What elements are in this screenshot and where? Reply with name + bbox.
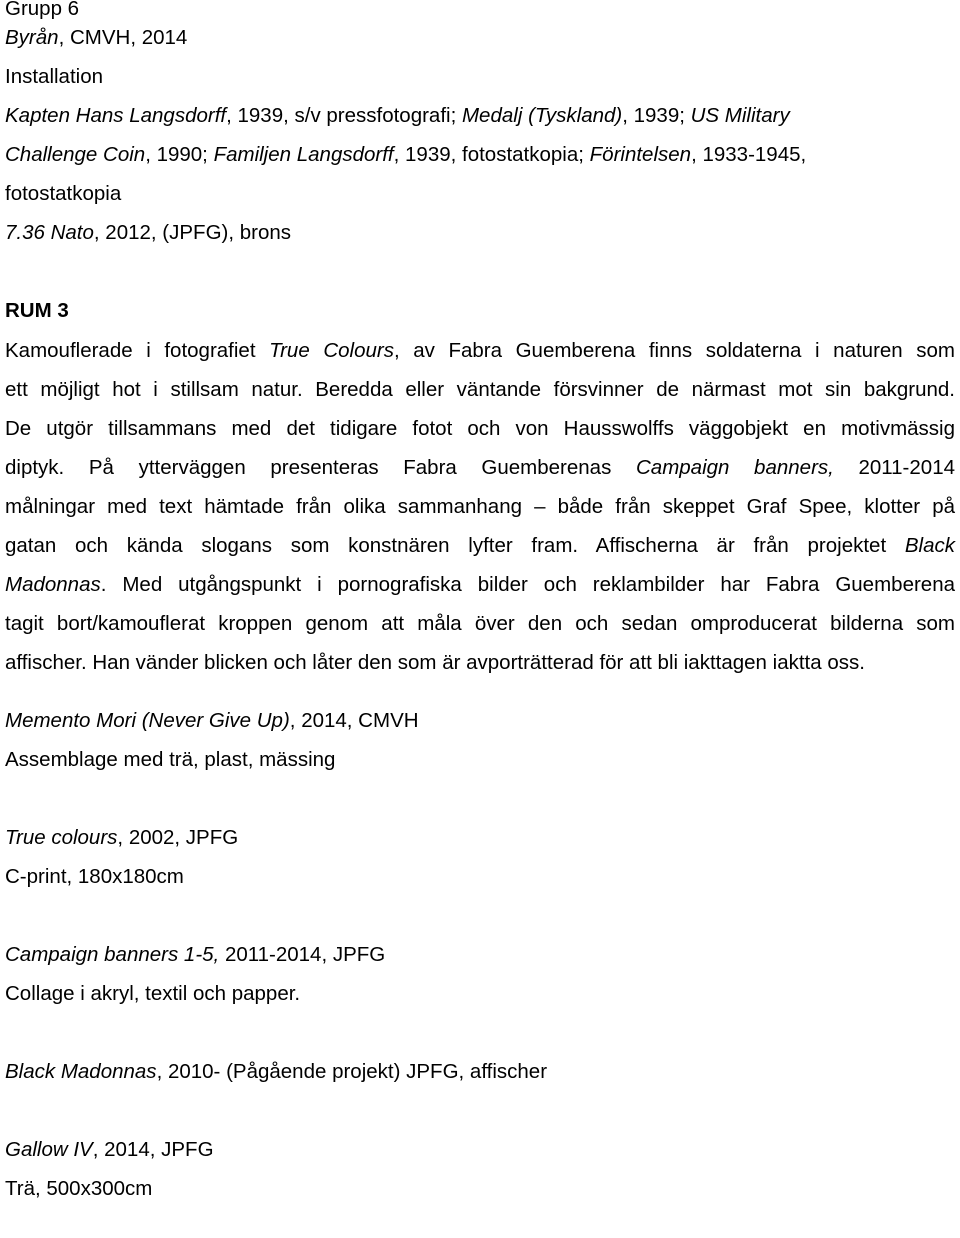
text-run: . Med utgångspunkt i pornografiska bilder och reklambilder har Fabra Guemberena [100,573,955,596]
text-run: De utgör tillsammans med det tidigare fotot och von Hausswolffs väggobjekt en motivmässig [5,417,955,440]
paragraph-line [5,409,955,448]
work-medium: C-print, 180x180cm [5,865,184,888]
spacer [5,1102,955,1141]
work-entry [5,1138,955,1219]
work-entry [5,1060,955,1141]
italic-text-run: Campaign banners, [635,456,834,479]
text-run: 2011-2014 [833,456,955,479]
text-run: affischer. Han vänder blicken och låter den som är avporträtterad för att bli iakttagen iaktta oss. [5,651,865,674]
text-run: , 1939, s/v pressfotografi; [226,104,462,127]
work-caption [5,943,955,985]
text-run: tagit bort/kamouflerat kroppen genom att måla över den och sedan omproducerat bilderna som [5,612,955,635]
work-medium: Assemblage med trä, plast, mässing [5,748,336,771]
group-title: Grupp 6 [5,0,80,20]
work-entry [5,709,955,829]
italic-text-run: Förintelsen [589,143,692,166]
group-work-nato [5,221,955,263]
text-run: gatan och kända slogans som konstnären lyfter fram. Affischerna är från projektet [5,534,905,557]
work-meta: , 2010- (Pågående projekt) JPFG, affischer [156,1060,548,1083]
work-title: Byrån [5,26,59,49]
italic-text-run: Challenge Coin [5,143,146,166]
text-run: , 1933-1945, [691,143,807,166]
text-run: ett möjligt hot i stillsam natur. Beredda eller väntande försvinner de närmast mot sin bakgrund. [5,378,955,401]
italic-text-run: True Colours [269,339,394,362]
works-list [5,709,955,1219]
room-description [5,331,955,682]
work-caption [5,709,955,751]
room-heading: RUM 3 [5,299,69,322]
italic-text-run: US Military [690,104,790,127]
document-page [5,0,955,1219]
text-run: målningar med text hämtade från olika sammanhang – både från skeppet Graf Spee, klotter på [5,495,955,518]
paragraph-line [5,448,955,487]
group-installation-label: Installation [5,65,104,88]
spacer [5,790,955,829]
work-meta: , CMVH, 2014 [58,26,188,49]
text-run: , 1990; [145,143,214,166]
paragraph-line [5,526,955,565]
work-title: 7.36 Nato [5,221,94,244]
text-run: diptyk. På ytterväggen presenteras Fabra Guemberenas [5,456,636,479]
italic-text-run: Familjen Langsdorff [213,143,394,166]
work-entry [5,826,955,946]
paragraph-line [5,331,955,370]
spacer [5,263,955,302]
paragraph-line [5,487,955,526]
work-caption [5,826,955,868]
spacer [5,1024,955,1063]
work-caption [5,1060,955,1102]
work-meta: , 2014, CMVH [289,709,419,732]
group-work-byran [5,26,955,68]
text-run: , 1939; [622,104,691,127]
italic-text-run: Kapten Hans Langsdorff [5,104,227,127]
work-title: Black Madonnas [5,1060,157,1083]
work-title: Memento Mori (Never Give Up) [5,709,290,732]
work-title: Campaign banners 1-5, [5,943,220,966]
work-meta: , 2012, (JPFG), brons [93,221,292,244]
paragraph-line [5,643,955,682]
work-title: True colours [5,826,118,849]
italic-text-run: Medalj (Tyskland) [461,104,623,127]
group-work-list-line-1 [5,104,955,146]
paragraph-line [5,604,955,643]
paragraph-line [5,370,955,409]
text-run: , 1939, fotostatkopia; [393,143,590,166]
work-meta: , 2014, JPFG [92,1138,214,1161]
work-entry [5,943,955,1063]
work-meta: 2011-2014, JPFG [219,943,386,966]
group-work-list-line-2 [5,143,955,185]
text-run: Kamouflerade i fotografiet [5,339,270,362]
italic-text-run: Madonnas [5,573,101,596]
group-work-list-line-3: fotostatkopia [5,182,122,205]
text-run: , av Fabra Guemberena finns soldaterna i naturen som [393,339,956,362]
work-meta: , 2002, JPFG [117,826,239,849]
spacer [5,682,955,712]
work-medium: Trä, 500x300cm [5,1177,153,1200]
work-caption [5,1138,955,1180]
spacer [5,907,955,946]
work-title: Gallow IV [5,1138,93,1161]
work-medium: Collage i akryl, textil och papper. [5,982,301,1005]
italic-text-run: Black [904,534,955,557]
paragraph-line [5,565,955,604]
